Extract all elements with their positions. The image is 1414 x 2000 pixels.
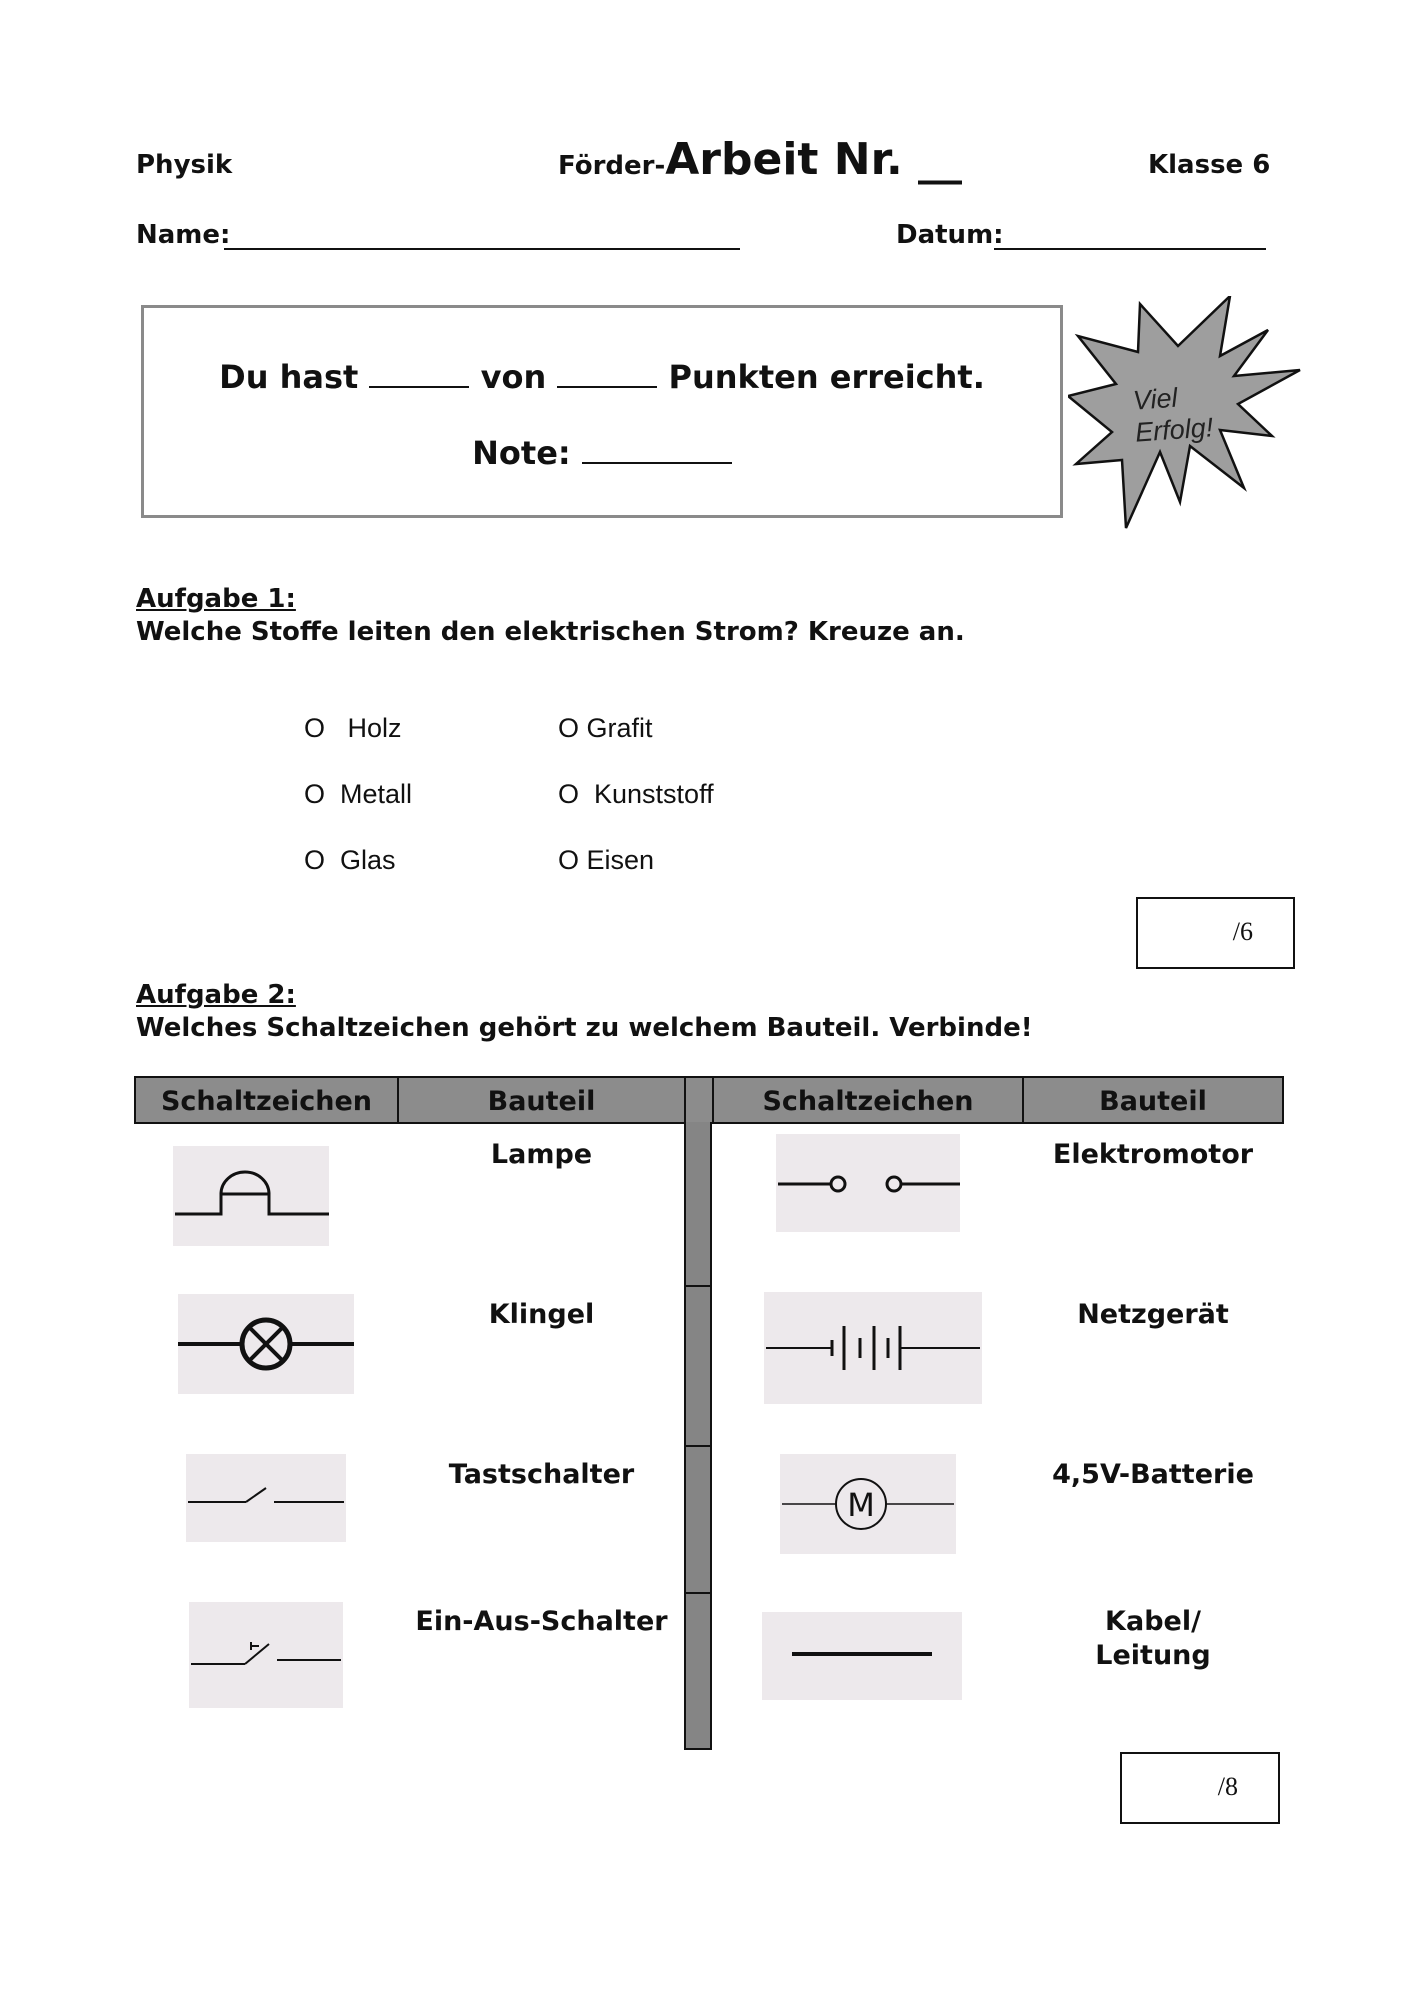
name-field[interactable] (224, 224, 740, 250)
title-main: Arbeit Nr. __ (665, 134, 963, 185)
divider-rule (684, 1748, 712, 1750)
motor-symbol[interactable] (780, 1454, 956, 1554)
option-eisen[interactable]: O Eisen (558, 845, 655, 875)
option-holz[interactable]: O Holz (304, 713, 402, 743)
date-label: Datum: (896, 220, 1004, 250)
open-contacts-symbol[interactable] (776, 1134, 960, 1232)
task2-question: Welches Schaltzeichen gehört zu welchem Bauteil. Verbinde! (136, 1013, 1033, 1043)
date-field[interactable] (994, 224, 1266, 250)
task2-title: Aufgabe 2: (136, 980, 296, 1010)
label-kabel: Kabel/ (1105, 1606, 1201, 1637)
option-glas[interactable]: O Glas (304, 845, 396, 875)
bell-icon (173, 1146, 329, 1246)
switch-symbol[interactable] (189, 1602, 343, 1708)
push-button-icon (186, 1454, 346, 1542)
divider-rule (684, 1445, 712, 1447)
label-leitung: Leitung (1095, 1640, 1211, 1671)
task1-points: /6 (1232, 917, 1253, 946)
option-kunststoff[interactable]: O Kunststoff (558, 779, 714, 809)
lamp-icon (178, 1294, 354, 1394)
task1-points-box (1136, 897, 1295, 969)
burst-text-2: Erfolg! (1134, 412, 1215, 448)
col-header-divider (684, 1076, 714, 1124)
col-header-symbol-right: Schaltzeichen (712, 1076, 1024, 1124)
score-line (144, 358, 1060, 396)
option-grafit[interactable]: O Grafit (558, 713, 653, 743)
subject-label: Physik (136, 150, 233, 180)
name-label: Name: (136, 220, 231, 250)
label-lampe[interactable]: Lampe (490, 1139, 593, 1170)
page-title (558, 134, 962, 185)
note-label: Note: (472, 434, 571, 472)
grade-line (144, 434, 1060, 472)
score-text-b: von (480, 358, 547, 396)
divider-rule (684, 1285, 712, 1287)
points-achieved-field[interactable] (369, 364, 469, 388)
label-netzgeraet[interactable]: Netzgerät (1077, 1299, 1229, 1330)
motor-letter: M (847, 1486, 875, 1524)
option-metall[interactable]: O Metall (304, 779, 413, 809)
task2-points: /8 (1217, 1772, 1238, 1801)
task2-points-box (1120, 1752, 1280, 1824)
label-kabel-leitung[interactable] (1022, 1605, 1284, 1673)
grade-label: Klasse 6 (1148, 150, 1271, 180)
divider-rule (684, 1592, 712, 1594)
push-button-symbol[interactable] (186, 1454, 346, 1542)
points-total-field[interactable] (557, 364, 657, 388)
score-box (141, 305, 1063, 518)
bell-symbol[interactable] (173, 1146, 329, 1246)
label-ein-aus-schalter[interactable]: Ein-Aus-Schalter (415, 1606, 668, 1637)
power-supply-symbol[interactable] (764, 1292, 982, 1404)
switch-icon (189, 1602, 343, 1708)
table-divider (684, 1122, 712, 1750)
starburst-badge (1068, 296, 1308, 532)
title-prefix: Förder- (558, 151, 666, 181)
note-field[interactable] (582, 440, 732, 464)
power-supply-icon (764, 1292, 982, 1404)
wire-symbol[interactable] (762, 1612, 962, 1700)
col-header-symbol-left: Schaltzeichen (134, 1076, 399, 1124)
open-contacts-icon (776, 1134, 960, 1232)
starburst-text (1132, 379, 1214, 448)
score-text-a: Du hast (219, 358, 359, 396)
task1-title: Aufgabe 1: (136, 584, 296, 614)
label-elektromotor[interactable]: Elektromotor (1052, 1139, 1254, 1170)
label-batterie[interactable]: 4,5V-Batterie (1052, 1459, 1254, 1490)
col-header-part-left: Bauteil (397, 1076, 686, 1124)
task1-question: Welche Stoffe leiten den elektrischen Strom? Kreuze an. (136, 617, 965, 647)
wire-icon (762, 1612, 962, 1700)
motor-icon (780, 1454, 956, 1554)
lamp-symbol[interactable] (178, 1294, 354, 1394)
burst-text-1: Viel (1131, 382, 1179, 416)
col-header-part-right: Bauteil (1022, 1076, 1284, 1124)
label-klingel[interactable]: Klingel (488, 1299, 595, 1330)
label-tastschalter[interactable]: Tastschalter (448, 1459, 635, 1490)
score-text-c: Punkten erreicht. (668, 358, 985, 396)
